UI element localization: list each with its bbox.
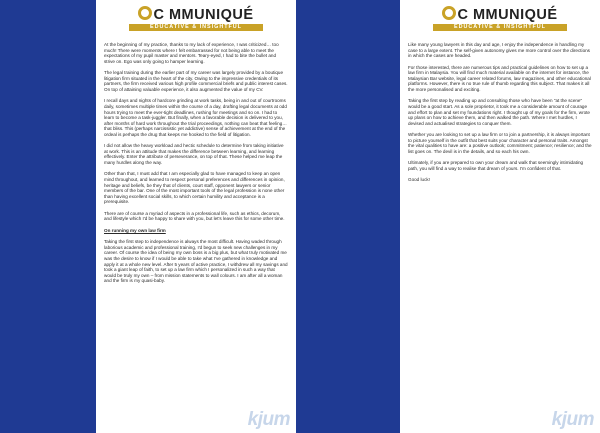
paragraph: The legal training during the earlier part of my career was largely provided by a boutique litigation firm situated in the heart of the city. Owing to the impressive credentials of its partners, the firm received various high profile commercial briefs and public interest cases. On top of attaining valuable experience, it also augmented the value of my CV. — [104, 70, 288, 92]
section-heading: On running my own law firm — [104, 227, 166, 233]
logo — [96, 6, 296, 23]
paragraph: Taking the first step to independence is always the most difficult. Having waded through laborious academic and professional training, I'd begun to seek new challenges in my career. Of course the idea of being my own boss is a big plus, but what truly motivated me was the desire to know if I would be able to take what I've gathered in knowledge and apply it at a whole new level. After 5 years of active practice, I withdrew all my savings and took a giant leap of faith, to set up a law firm which I personalized in such a way that would be truly my own – from mission statements to wall colours. I am after all a woman and the firm is my quasi-baby. — [104, 239, 288, 284]
paragraph: I did not allow the heavy workload and hectic schedule to determine from taking initiative at work. This is an attitude that makes the difference between learning, and learning effectively. Enter the attribute of perseverance, on top of that. These helped me leap the many hurdles along the way. — [104, 143, 284, 166]
logo-text: C MMUNIQUÉ — [153, 7, 254, 23]
paragraph: Ultimately, if you are prepared to own your dream and walk that seemingly intimidating path, you will find a way to realise that dream of yours. I'm confident of that. — [408, 160, 584, 171]
article-body — [400, 38, 600, 183]
paragraph: I recall days and nights of hardcore grinding at work tasks, being in and out of courtrooms daily, sometimes multiple times within the course of a day, drafting legal documents at odd hours trying to meet the ever-tight deadlines, rushing for meetings and so on. I had to learn to become a task-juggler. But finally, when a favorable decision is delivered to you, after months of hard work throughout the trial proceedings, nothing can beat that feeling… that bliss. This (perhaps narcissistic yet addictive) sense of achievement at the end of the ordeal is perhaps the drug that keeps me hooked to the field of litigation. — [104, 98, 287, 137]
watermark-logo: kjum — [247, 409, 290, 430]
logo-ring-icon — [442, 6, 456, 20]
tagline: EDUCATIVE & INSIGHTFUL — [433, 24, 567, 31]
article-body — [96, 38, 296, 284]
logo — [400, 6, 600, 23]
masthead — [400, 0, 600, 38]
logo-text: C MMUNIQUÉ — [457, 7, 558, 23]
paragraph: Taking the first step by reading up and consulting those who have been "at the scene" would be a good start. As a sole proprietor, it took me a considerable amount of courage and effort to plan and set my foundations right. I thought up of my goals for the firm, wrote up plans on how to achieve them, and then walked the path. Where I met hurdles, I devised and actualised strategies to conquer them. — [408, 98, 590, 126]
left-page — [96, 0, 296, 433]
paragraph: Other than that, I must add that I am especially glad to have managed to keep an open mind throughout, and learned to respect personal preferences and differences in opinion, heritage and beliefs, be they that of clients, court staff, opponent lawyers or senior members of the bar. One of the most important tools of the legal profession is none other than having excellent social skills, to which certain humility and acceptance is a prerequisite. — [104, 171, 285, 205]
paragraph: Whether you are looking to set up a law firm or to join a partnership, it is always important to picture yourself in the outfit that best suits your character and personal traits. Amongst the vital qualities to have are: a positive outlook; commitment; patience; resilience; and the list goes on. The devil is in the details, and so each his own. — [408, 132, 592, 154]
paragraph: For those interested, there are numerous tips and practical guidelines on how to set up a law firm in Malaysia. You will find much material available on the internet for instance, the Malaysian Bar website, legal career related forums, law magazines, and other educational platforms. However, there is no true rule of thumb regarding this subject. That makes it all the more personalised and exciting. — [408, 64, 591, 92]
watermark-logo: kjum — [551, 409, 594, 430]
right-page — [400, 0, 600, 433]
paragraph: At the beginning of my practice, thanks to my lack of experience, I was criticized… too much! There were moments where I felt embarrassed for not being able to meet the expectations of my pupil master and mentors. Teary-eyed, I had to bite the bullet and strive on. Ego was only going to hamper learning. — [104, 42, 279, 64]
paragraph: Like many young lawyers in this day and age, I enjoy the independence in handling my case to a large extent. The self-given autonomy gives me more control over the directions in which the cases are headed. — [408, 42, 590, 59]
paragraph: Good luck! — [408, 177, 430, 183]
paragraph: There are of course a myriad of aspects in a professional life, such as ethics, decorum, and lifestyle which I'd be happy to share with you, but let's leave this for some other time. — [104, 210, 285, 222]
masthead — [96, 0, 296, 38]
tagline: EDUCATIVE & INSIGHTFUL — [129, 24, 263, 31]
logo-ring-icon — [138, 6, 152, 20]
